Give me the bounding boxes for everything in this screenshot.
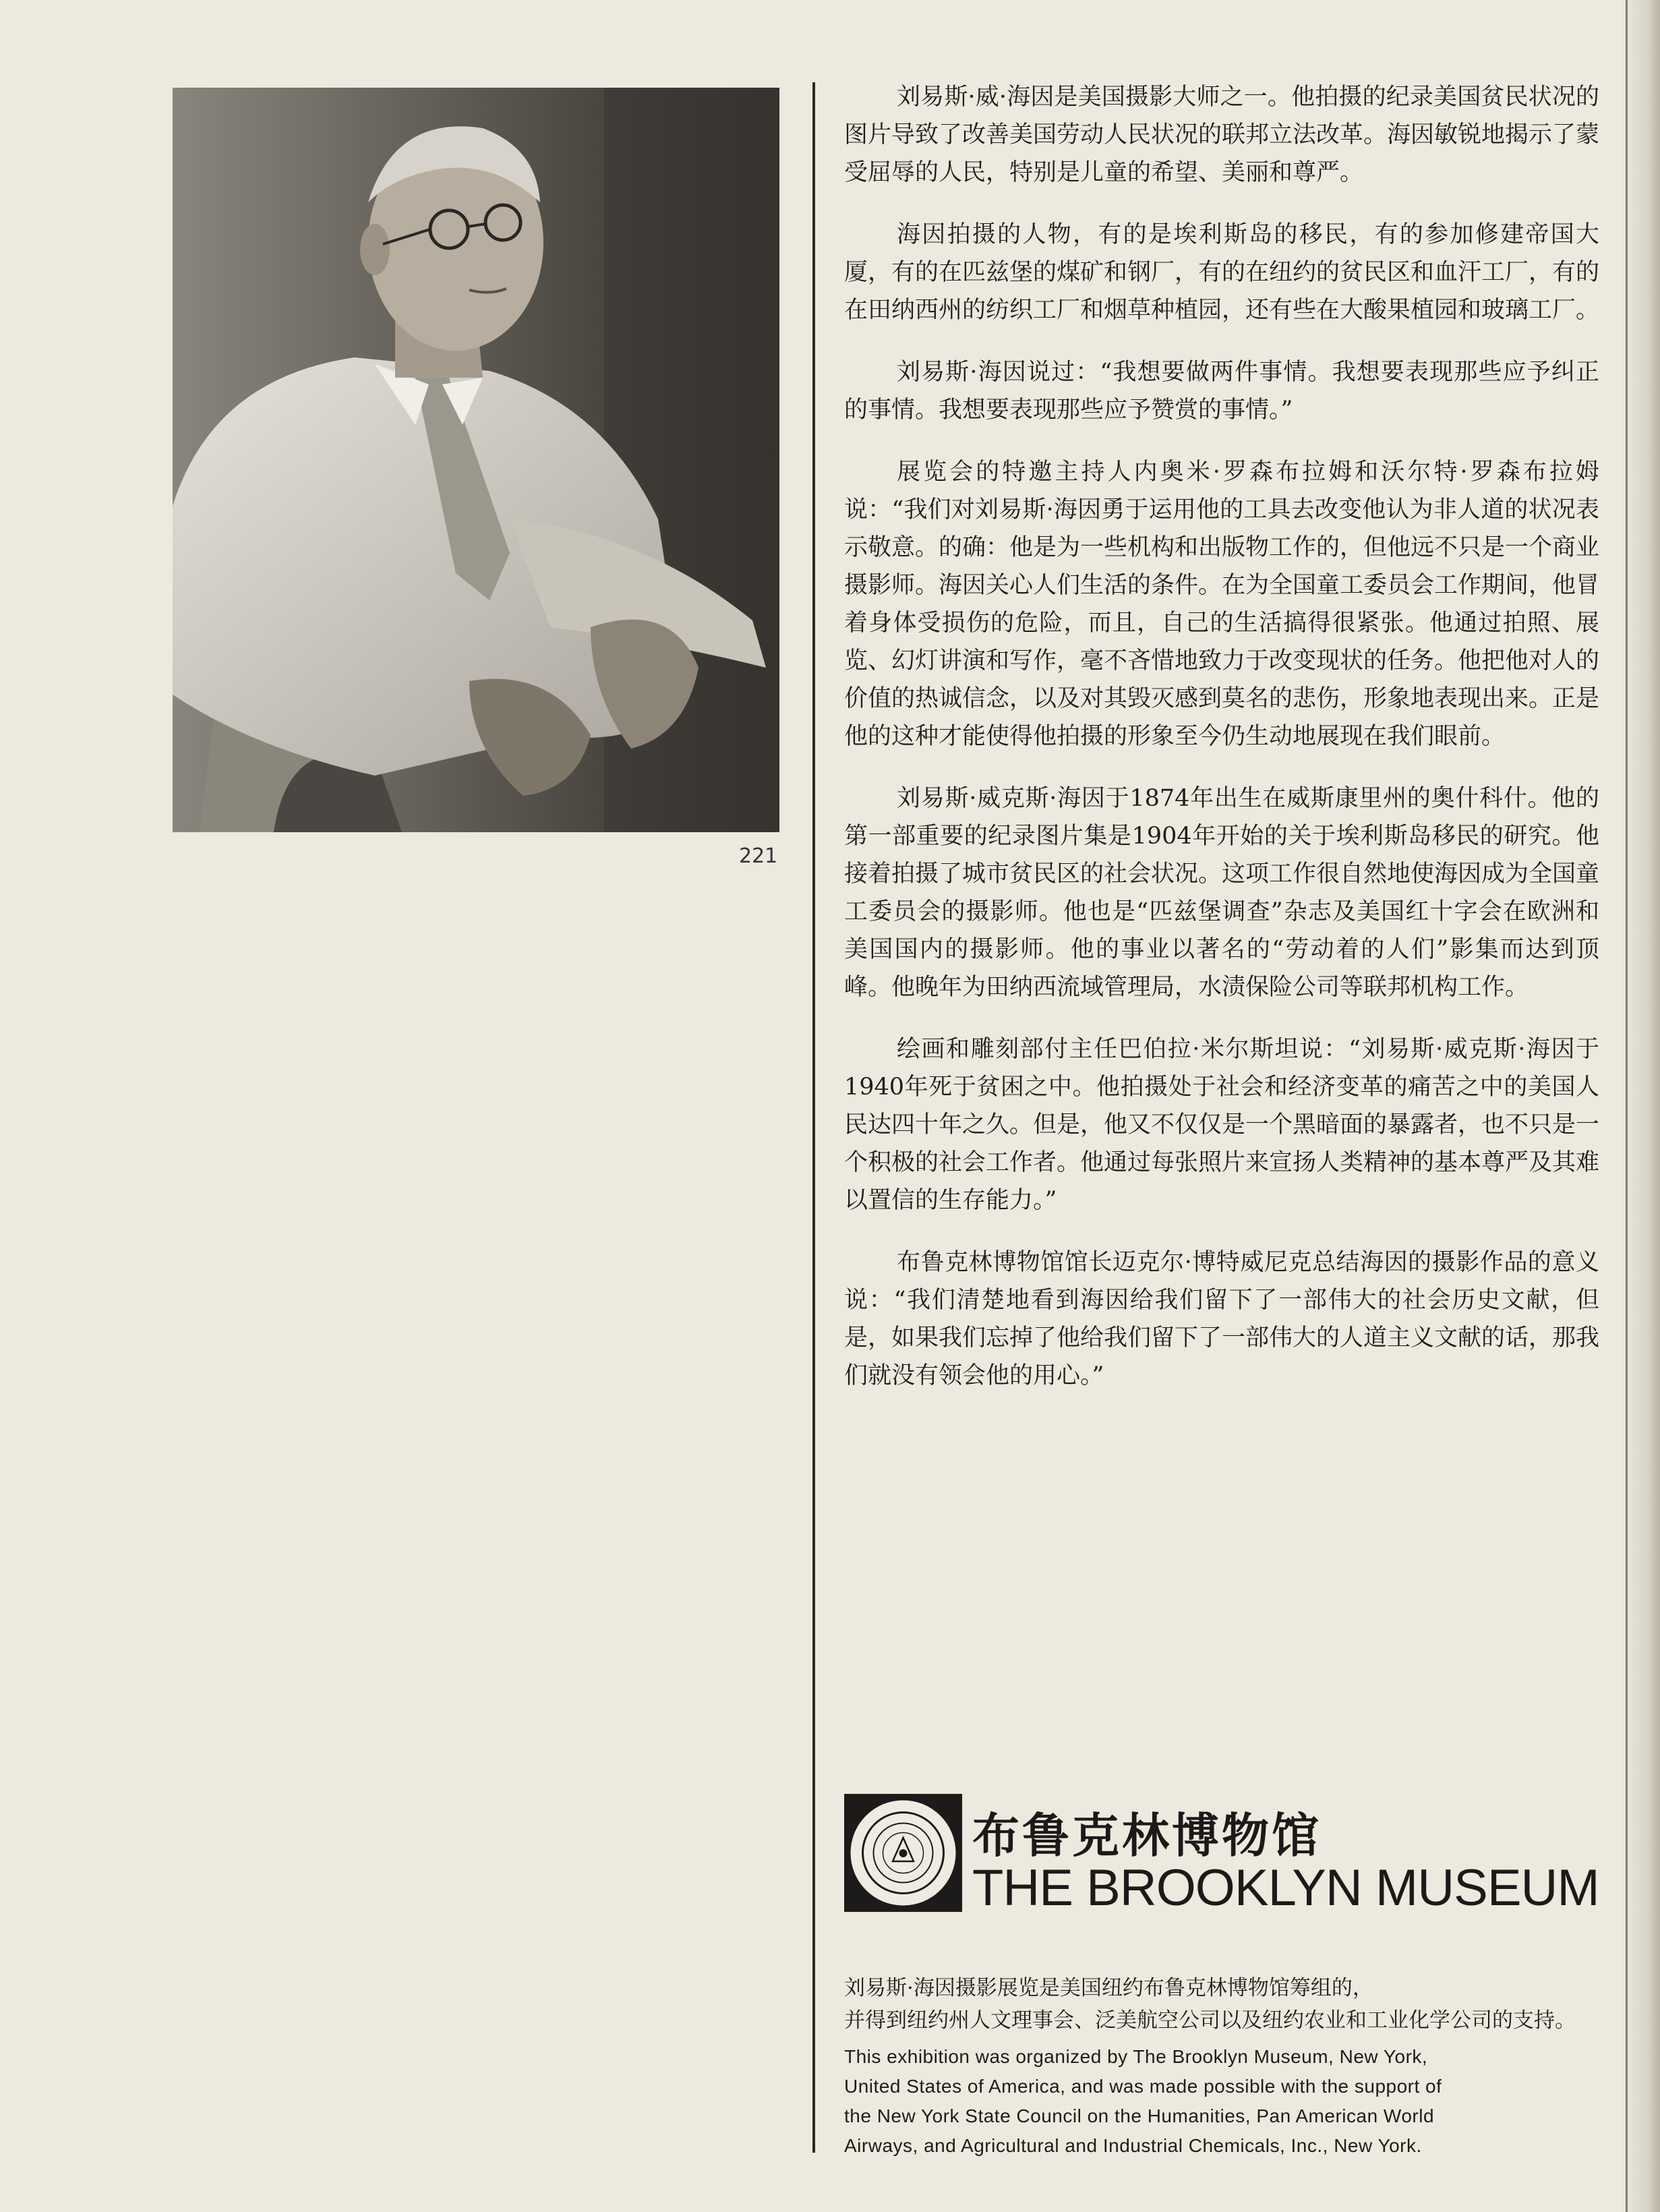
- portrait-illustration: [173, 88, 779, 832]
- article-paragraph: 刘易斯·威克斯·海因于1874年出生在威斯康里州的奥什科什。他的第一部重要的纪录图片集是1904年开始的关于埃利斯岛移民的研究。他接着拍摄了城市贫民区的社会状况。这项工作很自然地使海因成为全国童工委员会的摄影师。他也是“匹兹堡调查”杂志及美国红十字会在欧洲和美国国内的摄影师。他的事业以著名的“劳动着的人们”影集而达到顶峰。他晚年为田纳西流域管理局，水渍保险公司等联邦机构工作。: [844, 785, 1600, 1001]
- museum-name-english: THE BROOKLYN MUSEUM: [972, 1859, 1599, 1917]
- article-paragraph: 海因拍摄的人物，有的是埃利斯岛的移民，有的参加修建帝国大厦，有的在匹兹堡的煤矿和钢厂，有的在纽约的贫民区和血汗工厂，有的在田纳西州的纺织工厂和烟草种植园，还有些在大酸果植园和玻璃工厂。: [844, 221, 1600, 324]
- article-paragraph: 绘画和雕刻部付主任巴伯拉·米尔斯坦说：“刘易斯·威克斯·海因于1940年死于贫困之中。他拍摄处于社会和经济变革的痛苦之中的美国人民达四十年之久。但是，他又不仅仅是一个黑暗面的暴露者，也不只是一个积极的社会工作者。他通过每张照片来宣扬人类精神的基本尊严及其难以置信的生存能力。”: [844, 1036, 1600, 1214]
- museum-seal-icon: [844, 1794, 962, 1912]
- credit-line: Airways, and Agricultural and Industrial Chemicals, Inc., New York.: [844, 2135, 1422, 2156]
- article-paragraph: 展览会的特邀主持人内奥米·罗森布拉姆和沃尔特·罗森布拉姆说：“我们对刘易斯·海因勇于运用他的工具去改变他认为非人道的状况表示敬意。的确：他是为一些机构和出版物工作的，但他远不只是一个商业摄影师。海因关心人们生活的条件。在为全国童工委员会工作期间，他冒着身体受损伤的危险，而且，自己的生活搞得很紧张。他通过拍照、展览、幻灯讲演和写作，毫不吝惜地致力于改变现状的任务。他把他对人的价值的热诚信念，以及对其毁灭感到莫名的悲伤，形象地表现出来。正是他的这种才能使得他拍摄的形象至今仍生动地展现在我们眼前。: [844, 459, 1600, 750]
- article-paragraph: 布鲁克林博物馆馆长迈克尔·博特威尼克总结海因的摄影作品的意义说：“我们清楚地看到海因给我们留下了一部伟大的社会历史文献，但是，如果我们忘掉了他给我们留下了一部伟大的人道主义文献的话，那我们就没有领会他的用心。”: [844, 1249, 1600, 1389]
- article-body: [844, 78, 1599, 1419]
- credit-line: This exhibition was organized by The Brooklyn Museum, New York,: [844, 2046, 1428, 2067]
- fold-line: [1626, 0, 1628, 2212]
- credits-english: [844, 2042, 1599, 2161]
- portrait-photo: [173, 88, 779, 832]
- museum-logo-block: [844, 1794, 1599, 1922]
- column-divider: [812, 82, 815, 2153]
- museum-name-chinese: 布鲁克林博物馆: [972, 1808, 1322, 1863]
- photo-caption-number: 221: [739, 844, 778, 868]
- credits-chinese: [844, 1972, 1599, 2037]
- article-paragraph: 刘易斯·海因说过：“我想要做两件事情。我想要表现那些应予纠正的事情。我想要表现那些应予赞赏的事情。”: [844, 359, 1599, 424]
- credit-line: 刘易斯·海因摄影展览是美国纽约布鲁克林博物馆筹组的，: [844, 1976, 1373, 2000]
- credit-line: United States of America, and was made possible with the support of: [844, 2076, 1442, 2097]
- credit-line: the New York State Council on the Humanities, Pan American World: [844, 2105, 1435, 2126]
- credit-line: 并得到纽约州人文理事会、泛美航空公司以及纽约农业和工业化学公司的支持。: [844, 2008, 1576, 2033]
- article-paragraph: 刘易斯·威·海因是美国摄影大师之一。他拍摄的纪录美国贫民状况的图片导致了改善美国劳动人民状况的联邦立法改革。海因敏锐地揭示了蒙受屈辱的人民，特别是儿童的希望、美丽和尊严。: [844, 84, 1600, 186]
